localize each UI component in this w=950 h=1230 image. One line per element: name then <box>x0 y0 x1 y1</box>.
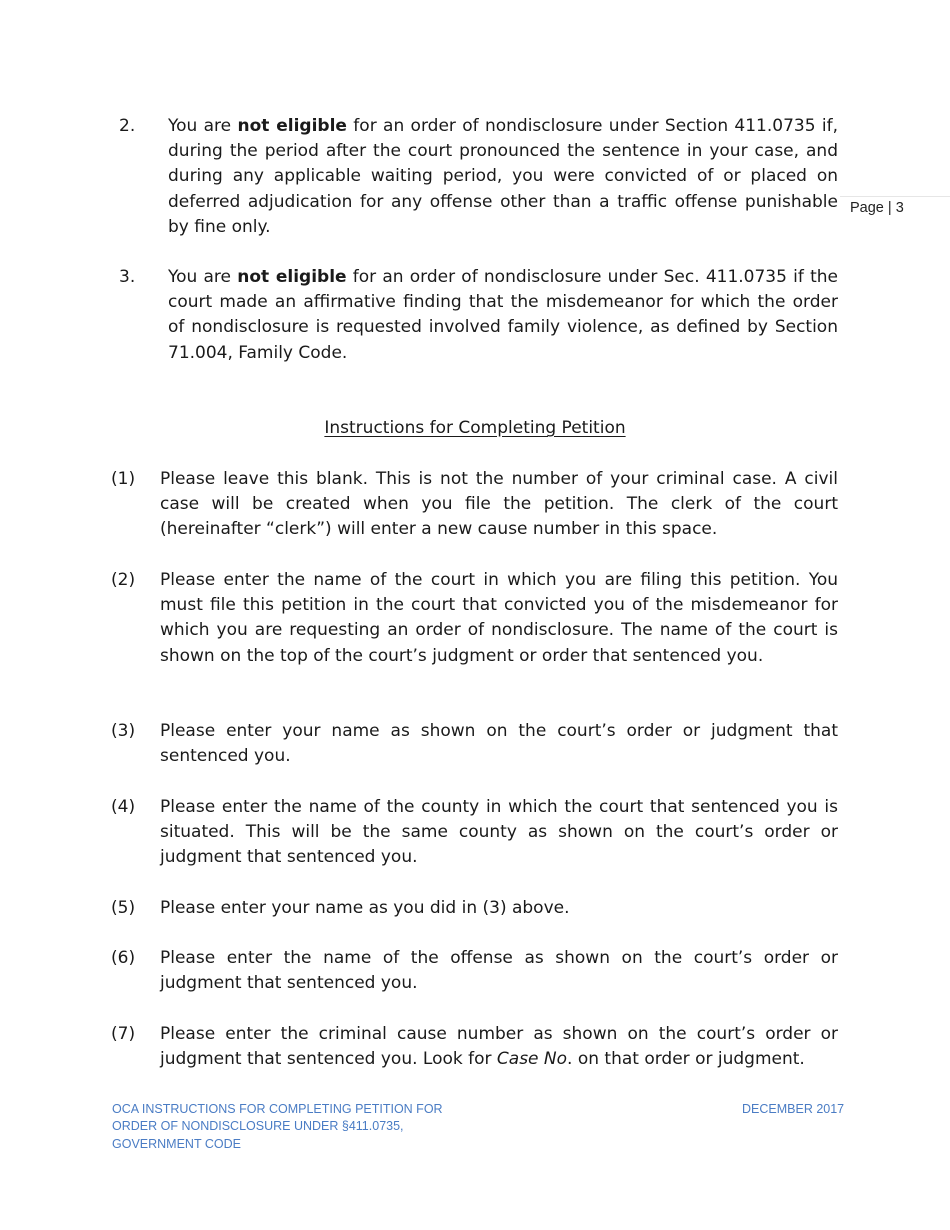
instruction-item <box>111 795 838 871</box>
instruction-marker: (5) <box>111 898 136 918</box>
instruction-marker: (6) <box>111 948 136 968</box>
page-number: Page | 3 <box>850 200 904 216</box>
item-marker: 3. <box>119 267 136 287</box>
instruction-text: Please enter your name as shown on the court’s order or judgment that sentenced you. <box>160 721 838 767</box>
section-heading <box>0 416 950 441</box>
item-text <box>168 114 838 240</box>
item-body: for an order of nondisclosure under Section 411.0735 if, during the period after the court pronounced the sentence in your case, and during any applicable waiting period, you were convicted of or placed on deferred adjudication for any offense other than a traffic offense punishable by fine only. <box>168 116 838 237</box>
instruction-text: Please enter your name as you did in (3) above. <box>160 898 570 918</box>
instruction-item <box>111 946 838 996</box>
item-emphasis: not eligible <box>237 267 347 287</box>
item-marker: 2. <box>119 116 136 136</box>
instruction-item <box>111 1022 838 1072</box>
footer-date: DECEMBER 2017 <box>742 1102 845 1116</box>
instruction-item <box>111 896 838 921</box>
item-body: for an order of nondisclosure under Sec. 411.0735 if the court made an affirmative finding that the misdemeanor for which the order of nondisclosure is requested involved family violence, as defined by Section 71.004, Family Code. <box>168 267 838 363</box>
item-text <box>168 265 838 366</box>
instruction-marker: (2) <box>111 570 136 590</box>
instruction-marker: (7) <box>111 1024 136 1044</box>
page-number-rule <box>840 196 950 197</box>
instruction-text: Please enter the name of the county in which the court that sentenced you is situated. This will be the same county as shown on the court’s order or judgment that sentenced you. <box>160 797 838 868</box>
case-number-term: Case No <box>496 1049 568 1070</box>
instruction-item <box>111 568 838 669</box>
instruction-marker: (4) <box>111 797 136 817</box>
eligibility-item <box>111 114 838 240</box>
item-prefix: You are <box>168 267 238 287</box>
instruction-text: Please enter the name of the offense as shown on the court’s order or judgment that sentenced you. <box>160 948 838 994</box>
instruction-marker: (1) <box>111 469 136 489</box>
instruction-item <box>111 719 838 769</box>
eligibility-item <box>111 265 838 366</box>
instruction-text: Please enter the name of the court in which you are filing this petition. You must file this petition in the court that convicted you of the misdemeanor for which you are requesting an order of nondisclosure. The name of the court is shown on the top of the court’s judgment or order that sentenced you. <box>160 570 838 666</box>
item-emphasis: not eligible <box>237 116 347 136</box>
item-prefix: You are <box>168 116 238 136</box>
section-heading-text: Instructions for Completing Petition <box>324 418 626 438</box>
footer-document-title: OCA INSTRUCTIONS FOR COMPLETING PETITION FOR ORDER OF NONDISCLOSURE UNDER §411.0735, GOVERNMENT CODE <box>112 1102 443 1151</box>
instruction-text: Please leave this blank. This is not the number of your criminal case. A civil case will be created when you file the petition. The clerk of the court (hereinafter “clerk”) will enter a new cause number in this space. <box>160 469 838 540</box>
instruction-marker: (3) <box>111 721 136 741</box>
instruction-item <box>111 467 838 543</box>
instruction-text <box>160 1022 838 1072</box>
instruction-text-after: . on that order or judgment. <box>567 1049 805 1070</box>
instruction-text-before: Please enter the criminal cause number as shown on the court’s order or judgment that sentenced you. Look for <box>160 1024 838 1070</box>
